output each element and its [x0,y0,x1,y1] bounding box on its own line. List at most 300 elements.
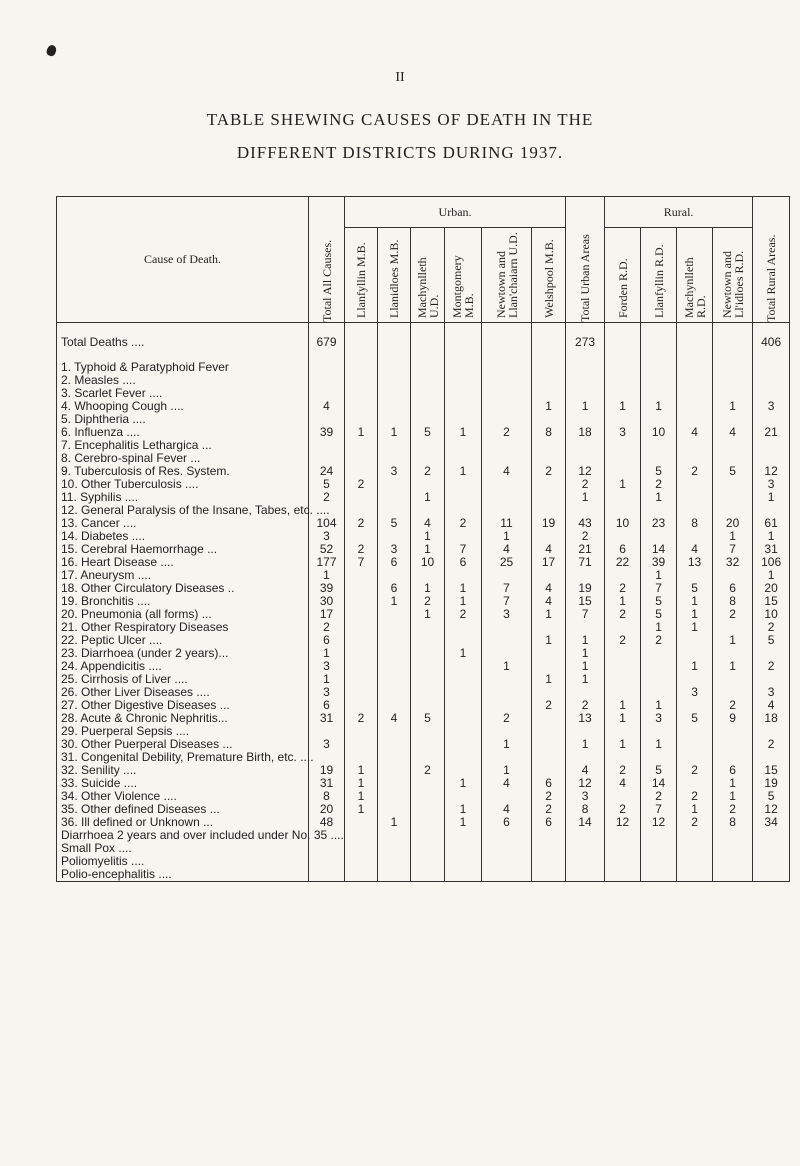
death-count-cell [378,361,411,374]
death-count-cell [378,764,411,777]
title-line-2: DIFFERENT DISTRICTS DURING 1937. [236,143,564,162]
page-number: II [395,70,405,85]
death-count-cell [445,478,482,491]
death-count-cell: 2 [345,517,378,530]
cause-label: 20. Pneumonia (all forms) ... [57,608,309,621]
death-count-cell: 1 [445,816,482,829]
death-count-cell: 2 [411,595,445,608]
death-count-cell [532,868,566,882]
death-count-cell [411,323,445,362]
death-count-cell [605,452,641,465]
urban-district-header: Llanfyllin M.B. [345,228,378,323]
death-count-cell: 1 [532,673,566,686]
cause-label: 3. Scarlet Fever .... [57,387,309,400]
death-count-cell: 3 [677,686,713,699]
death-count-cell: 406 [753,323,790,362]
death-count-cell: 2 [677,764,713,777]
death-count-cell [641,829,677,842]
death-count-cell [482,491,532,504]
death-count-cell [532,855,566,868]
death-count-cell: 1 [566,673,605,686]
death-count-cell [309,374,345,387]
death-count-cell: 10 [411,556,445,569]
death-count-cell: 1 [605,712,641,725]
table-row [57,556,790,569]
death-count-cell: 10 [753,608,790,621]
table-row [57,400,790,413]
death-count-cell: 2 [309,621,345,634]
death-count-cell [677,868,713,882]
death-count-cell [677,400,713,413]
death-count-cell: 1 [445,803,482,816]
death-count-cell: 2 [445,517,482,530]
death-count-cell: 1 [566,660,605,673]
death-count-cell: 2 [713,608,753,621]
death-count-cell [309,842,345,855]
death-count-cell: 30 [309,595,345,608]
death-count-cell: 31 [309,777,345,790]
death-count-cell [605,660,641,673]
death-count-cell: 4 [378,712,411,725]
cause-label: Diarrhoea 2 years and over included under No. 35 .... [57,829,309,842]
death-count-cell: 7 [713,543,753,556]
death-count-cell: 1 [378,426,411,439]
death-count-cell [378,686,411,699]
death-count-cell [445,439,482,452]
death-count-cell: 19 [753,777,790,790]
cause-label: 16. Heart Disease .... [57,556,309,569]
cause-label: 33. Suicide .... [57,777,309,790]
death-count-cell [713,738,753,751]
death-count-cell: 8 [532,426,566,439]
death-count-cell [378,777,411,790]
death-count-cell: 2 [411,465,445,478]
death-count-cell: 2 [605,764,641,777]
death-count-cell [445,673,482,686]
death-count-cell [445,712,482,725]
death-count-cell: 3 [309,530,345,543]
death-count-cell: 6 [445,556,482,569]
death-count-cell [411,439,445,452]
table-row [57,517,790,530]
death-count-cell: 1 [532,400,566,413]
death-count-cell [445,699,482,712]
death-count-cell: 1 [713,777,753,790]
death-count-cell [309,855,345,868]
death-count-cell [677,738,713,751]
death-count-cell: 1 [566,400,605,413]
death-count-cell [411,777,445,790]
death-count-cell: 2 [605,608,641,621]
cause-label: 13. Cancer .... [57,517,309,530]
death-count-cell [345,855,378,868]
death-count-cell: 1 [605,595,641,608]
death-count-cell [641,439,677,452]
death-count-cell: 2 [753,660,790,673]
urban-header: Urban. [345,197,566,228]
death-count-cell: 19 [566,582,605,595]
death-count-cell: 1 [532,634,566,647]
death-count-cell [378,647,411,660]
death-count-cell [411,803,445,816]
cause-label: 36. Ill defined or Unknown ... [57,816,309,829]
death-count-cell: 106 [753,556,790,569]
death-count-cell: 4 [532,543,566,556]
death-count-cell: 19 [309,764,345,777]
death-count-cell [345,634,378,647]
death-count-cell: 5 [641,595,677,608]
death-count-cell [309,439,345,452]
death-count-cell: 61 [753,517,790,530]
total-rural-header: Total Rural Areas. [753,197,790,323]
death-count-cell: 1 [566,647,605,660]
death-count-cell: 39 [309,426,345,439]
death-count-cell: 7 [482,595,532,608]
death-count-cell: 3 [753,686,790,699]
rural-district-header: Llanfyllin R.D. [641,228,677,323]
death-count-cell [605,842,641,855]
death-count-cell [411,829,445,842]
death-count-cell: 1 [532,608,566,621]
death-count-cell: 1 [411,543,445,556]
rural-district-header: Newtown and Ll'idloes R.D. [713,228,753,323]
death-count-cell [482,634,532,647]
death-count-cell [482,868,532,882]
death-count-cell [411,647,445,660]
death-count-cell: 679 [309,323,345,362]
death-count-cell [378,374,411,387]
death-count-cell [641,647,677,660]
death-count-cell: 1 [345,790,378,803]
death-count-cell: 1 [378,595,411,608]
death-count-cell: 177 [309,556,345,569]
rural-district-header: Forden R.D. [605,228,641,323]
death-count-cell: 18 [753,712,790,725]
death-count-cell [345,323,378,362]
death-count-cell: 3 [309,660,345,673]
death-count-cell [482,361,532,374]
table-row [57,374,790,387]
death-count-cell: 1 [566,634,605,647]
death-count-cell [411,374,445,387]
death-count-cell [532,647,566,660]
death-count-cell: 7 [345,556,378,569]
death-count-cell [411,387,445,400]
death-count-cell: 1 [482,530,532,543]
death-count-cell: 1 [345,803,378,816]
table-row [57,764,790,777]
death-count-cell [445,387,482,400]
cause-label: 4. Whooping Cough .... [57,400,309,413]
death-count-cell: 4 [482,777,532,790]
total-all-header: Total All Causes. [309,197,345,323]
death-count-cell [677,478,713,491]
death-count-cell: 1 [445,582,482,595]
death-count-cell [378,491,411,504]
table-row [57,478,790,491]
death-count-cell [378,634,411,647]
death-count-cell [378,478,411,491]
death-count-cell: 5 [713,465,753,478]
total-urban-header: Total Urban Areas [566,197,605,323]
deaths-table [56,196,790,882]
death-count-cell: 5 [753,790,790,803]
death-count-cell [378,842,411,855]
title-line-1: TABLE SHEWING CAUSES OF DEATH IN THE [206,110,594,129]
death-count-cell: 5 [378,517,411,530]
death-count-cell [677,491,713,504]
death-count-cell: 1 [641,400,677,413]
table-row [57,842,790,855]
table-row [57,582,790,595]
death-count-cell: 104 [309,517,345,530]
death-count-cell: 1 [411,582,445,595]
cause-label: 5. Diphtheria .... [57,413,309,426]
death-count-cell: 32 [713,556,753,569]
urban-district-header: Llanidloes M.B. [378,228,411,323]
cause-label: 31. Congenital Debility, Premature Birth, etc. .... [57,751,309,764]
cause-label: 22. Peptic Ulcer .... [57,634,309,647]
cause-label: 6. Influenza .... [57,426,309,439]
table-row [57,751,790,764]
death-count-cell [532,712,566,725]
death-count-cell [532,725,566,738]
death-count-cell [532,842,566,855]
death-count-cell: 1 [677,608,713,621]
death-count-cell [713,673,753,686]
death-count-cell: 1 [605,699,641,712]
death-count-cell: 1 [378,816,411,829]
death-count-cell: 3 [566,790,605,803]
death-count-cell [411,868,445,882]
death-count-cell: 2 [566,699,605,712]
death-count-cell: 24 [309,465,345,478]
cause-label: 11. Syphilis .... [57,491,309,504]
death-count-cell: 4 [411,517,445,530]
death-count-cell: 13 [677,556,713,569]
death-count-cell: 12 [566,777,605,790]
cause-label: 14. Diabetes .... [57,530,309,543]
death-count-cell: 1 [309,647,345,660]
death-count-cell: 31 [309,712,345,725]
death-count-cell [605,829,641,842]
urban-district-header: Welshpool M.B. [532,228,566,323]
death-count-cell: 3 [378,465,411,478]
death-count-cell [482,842,532,855]
death-count-cell [445,829,482,842]
death-count-cell: 12 [753,465,790,478]
death-count-cell: 5 [641,465,677,478]
death-count-cell: 1 [309,569,345,582]
death-count-cell [411,634,445,647]
death-count-cell [566,439,605,452]
death-count-cell [713,868,753,882]
cause-label: 29. Puerperal Sepsis .... [57,725,309,738]
death-count-cell: 15 [566,595,605,608]
death-count-cell [345,608,378,621]
death-count-cell: 1 [677,803,713,816]
death-count-cell: 1 [677,621,713,634]
death-count-cell: 20 [309,803,345,816]
death-count-cell: 5 [677,712,713,725]
cause-label: 18. Other Circulatory Diseases .. [57,582,309,595]
cause-label: 24. Appendicitis .... [57,660,309,673]
death-count-cell [677,361,713,374]
death-count-cell [532,478,566,491]
death-count-cell [411,725,445,738]
death-count-cell: 1 [345,777,378,790]
death-count-cell: 1 [713,660,753,673]
death-count-cell [641,323,677,362]
death-count-cell: 5 [753,634,790,647]
death-count-cell: 3 [641,712,677,725]
death-count-cell: 1 [482,738,532,751]
urban-district-header: Montgomery M.B. [445,228,482,323]
death-count-cell: 8 [713,816,753,829]
death-count-cell: 17 [309,608,345,621]
death-count-cell [378,673,411,686]
death-count-cell: 2 [345,478,378,491]
cause-label: 10. Other Tuberculosis .... [57,478,309,491]
death-count-cell [641,361,677,374]
death-count-cell: 3 [378,543,411,556]
death-count-cell [345,361,378,374]
death-count-cell: 1 [445,426,482,439]
death-count-cell: 14 [566,816,605,829]
death-count-cell [753,361,790,374]
death-count-cell [605,323,641,362]
death-count-cell: 2 [309,491,345,504]
death-count-cell: 4 [482,543,532,556]
death-count-cell [566,361,605,374]
death-count-cell [482,439,532,452]
death-count-cell: 39 [641,556,677,569]
death-count-cell [345,439,378,452]
death-count-cell [378,868,411,882]
death-count-cell [566,868,605,882]
death-count-cell [677,829,713,842]
cause-label: 17. Aneurysm .... [57,569,309,582]
death-count-cell: 11 [482,517,532,530]
death-count-cell [411,842,445,855]
death-count-cell: 2 [713,803,753,816]
death-count-cell: 4 [605,777,641,790]
death-count-cell [345,816,378,829]
death-count-cell: 2 [641,478,677,491]
cause-label: 27. Other Digestive Diseases ... [57,699,309,712]
death-count-cell: 12 [753,803,790,816]
death-count-cell [411,660,445,673]
death-count-cell: 1 [713,790,753,803]
table-row [57,504,790,517]
total-deaths-row [57,323,790,362]
death-count-cell: 7 [641,803,677,816]
death-count-cell [605,673,641,686]
death-count-cell [378,790,411,803]
death-count-cell [445,751,482,764]
death-count-cell: 1 [605,400,641,413]
death-count-cell: 2 [641,790,677,803]
death-count-cell [532,361,566,374]
death-count-cell [532,323,566,362]
death-count-cell [677,634,713,647]
death-count-cell [345,387,378,400]
death-count-cell: 1 [345,426,378,439]
death-count-cell: 273 [566,323,605,362]
death-count-cell [713,361,753,374]
death-count-cell [605,439,641,452]
death-count-cell: 2 [532,699,566,712]
death-count-cell [713,374,753,387]
death-count-cell: 1 [445,595,482,608]
death-count-cell: 4 [309,400,345,413]
death-count-cell: 2 [641,634,677,647]
death-count-cell [378,725,411,738]
death-count-cell: 2 [345,543,378,556]
death-count-cell: 21 [753,426,790,439]
death-count-cell: 6 [532,816,566,829]
death-count-cell [532,491,566,504]
death-count-cell: 4 [566,764,605,777]
death-count-cell [345,868,378,882]
death-count-cell: 8 [566,803,605,816]
death-count-cell [378,660,411,673]
death-count-cell [411,621,445,634]
death-count-cell [566,855,605,868]
death-count-cell [378,608,411,621]
death-count-cell: 4 [713,426,753,439]
death-count-cell [378,323,411,362]
cause-label: 7. Encephalitis Lethargica ... [57,439,309,452]
death-count-cell: 1 [411,491,445,504]
death-count-cell: 1 [482,764,532,777]
death-count-cell: 1 [641,738,677,751]
death-count-cell: 1 [641,621,677,634]
death-count-cell: 1 [641,491,677,504]
death-count-cell [378,855,411,868]
death-count-cell: 12 [641,816,677,829]
death-count-cell [445,686,482,699]
death-count-cell: 13 [566,712,605,725]
table-row [57,829,790,842]
death-count-cell [482,673,532,686]
death-count-cell [713,439,753,452]
death-count-cell [677,842,713,855]
death-count-cell: 18 [566,426,605,439]
death-count-cell: 1 [411,608,445,621]
death-count-cell: 7 [445,543,482,556]
death-count-cell [482,387,532,400]
death-count-cell [605,868,641,882]
death-count-cell [378,621,411,634]
death-count-cell [345,829,378,842]
death-count-cell [345,452,378,465]
death-count-cell: 8 [309,790,345,803]
death-count-cell: 10 [641,426,677,439]
death-count-cell [677,439,713,452]
table-row [57,361,790,374]
death-count-cell [309,868,345,882]
death-count-cell: 5 [641,764,677,777]
death-count-cell [566,374,605,387]
death-count-cell [713,855,753,868]
death-count-cell: 1 [482,660,532,673]
death-count-cell: 7 [641,582,677,595]
death-count-cell: 2 [753,621,790,634]
death-count-cell [532,751,566,764]
cause-header: Cause of Death. [57,197,309,323]
death-count-cell [445,374,482,387]
